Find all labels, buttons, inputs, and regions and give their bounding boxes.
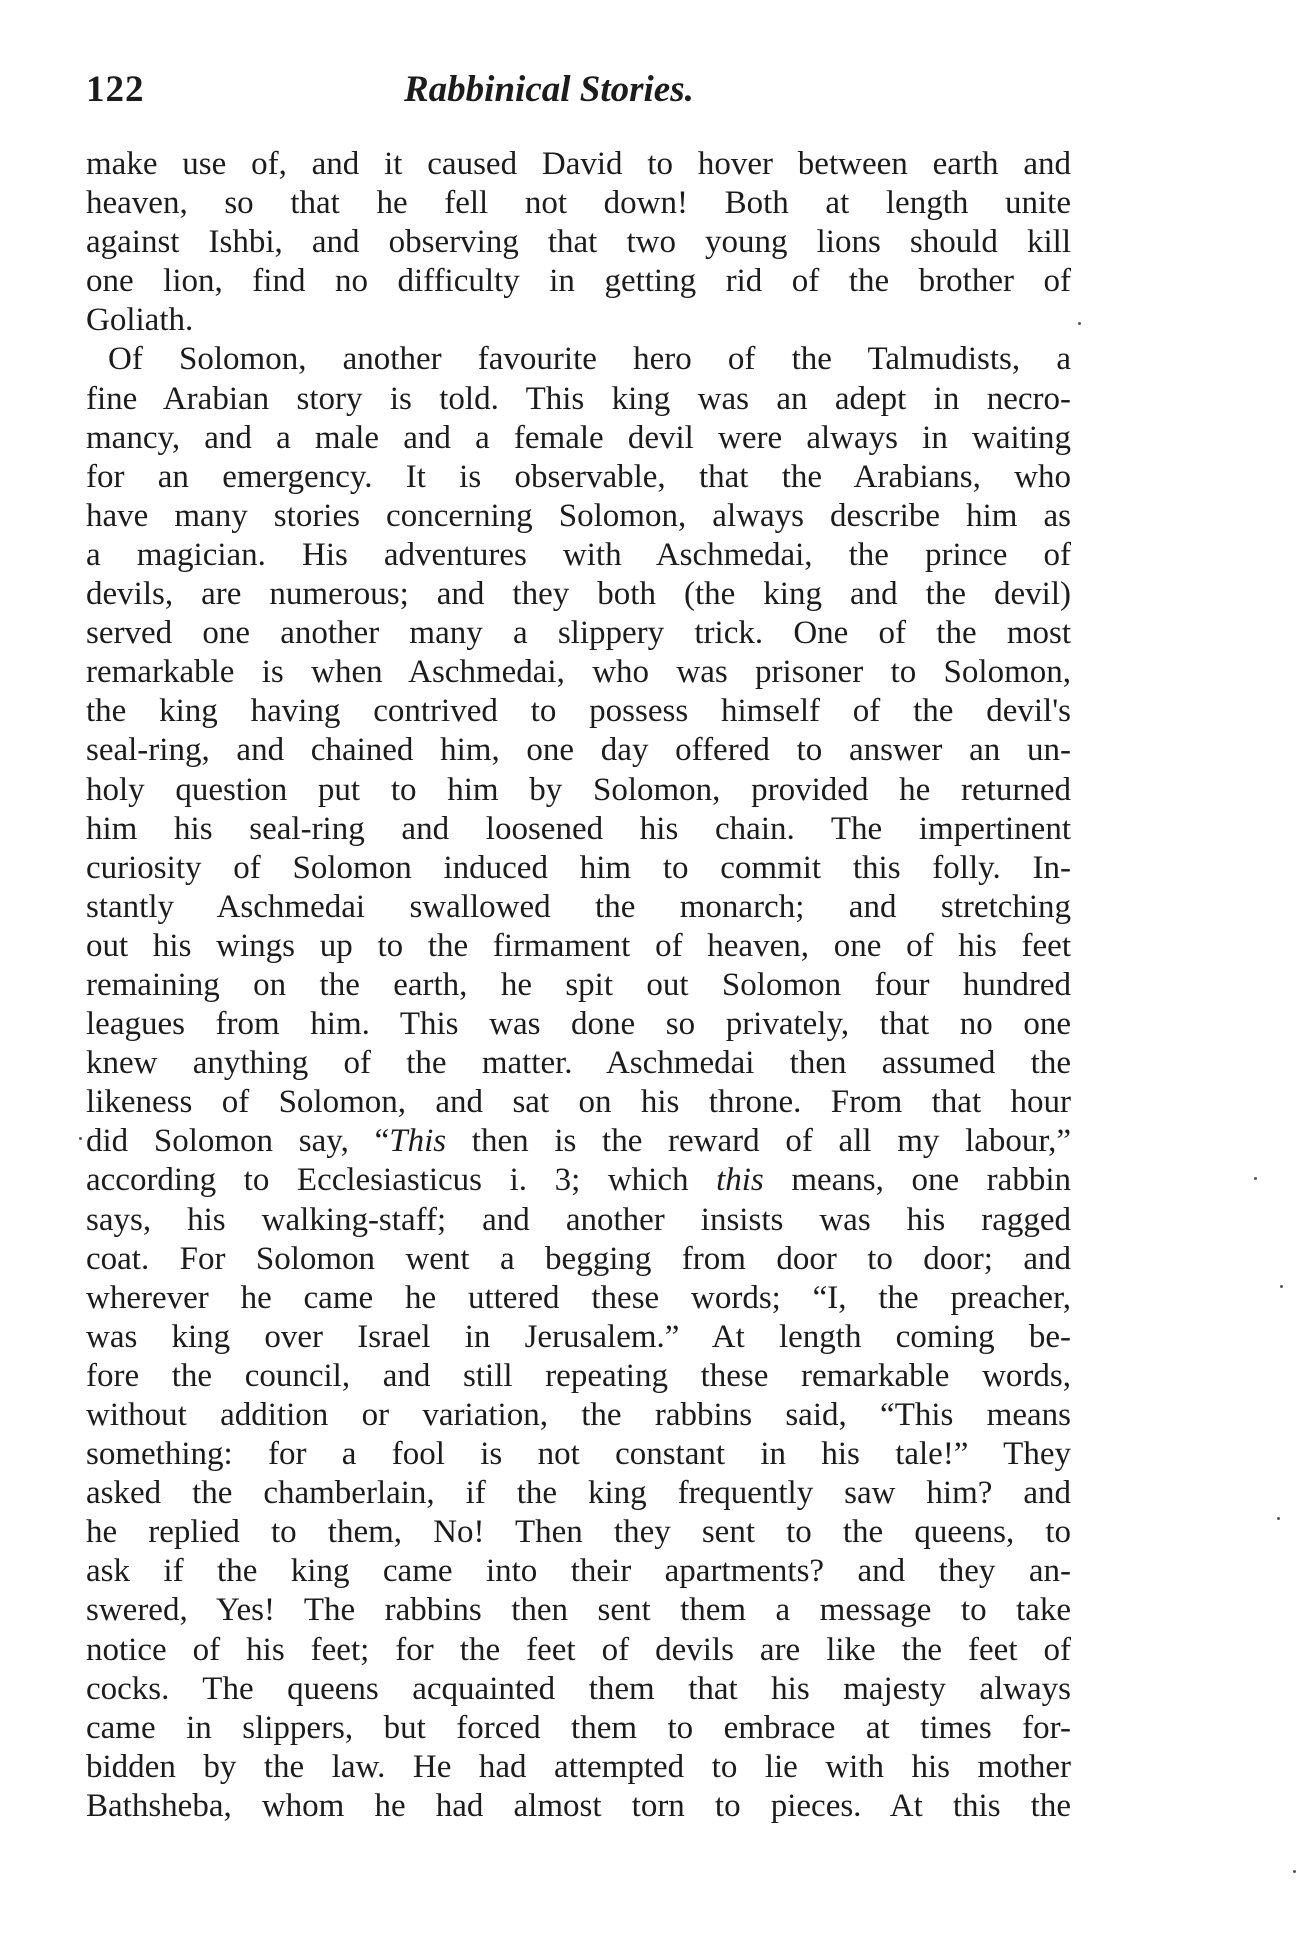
page-header — [86, 68, 1071, 118]
text-line: a magician. His adventures with Aschmedai, the prince of — [86, 536, 1071, 573]
text-line: fine Arabian story is told. This king was an adept in necro- — [86, 380, 1071, 417]
text-line: Goliath. — [86, 302, 194, 339]
text-segment: means, one rabbin — [763, 1162, 1071, 1199]
text-line: make use of, and it caused David to hover between earth and — [86, 146, 1071, 182]
text-line: holy question put to him by Solomon, provided he returned — [86, 771, 1071, 808]
running-title: Rabbinical Stories. — [404, 69, 694, 110]
text-line: coat. For Solomon went a begging from door to door; and — [86, 1240, 1071, 1277]
ink-speck — [1078, 322, 1081, 325]
text-line: served one another many a slippery trick. One of the most — [86, 615, 1071, 652]
ink-speck — [1277, 1517, 1280, 1520]
text-line-with-italic — [86, 1161, 1071, 1200]
text-line: knew anything of the matter. Aschmedai then assumed the — [86, 1045, 1071, 1082]
text-segment: according to Ecclesiasticus i. 3; which — [86, 1162, 717, 1199]
text-line: likeness of Solomon, and sat on his throne. From that hour — [86, 1084, 1071, 1121]
page-number: 122 — [86, 69, 145, 110]
text-line: cocks. The queens acquainted them that his majesty always — [86, 1670, 1071, 1707]
ink-speck — [1293, 1870, 1296, 1873]
text-segment: then is the reward of all my labour,” — [446, 1123, 1071, 1160]
text-line: remaining on the earth, he spit out Solomon four hundred — [86, 966, 1071, 1003]
ink-speck — [79, 1137, 82, 1140]
text-segment: did Solomon say, “ — [86, 1123, 390, 1160]
text-line: leagues from him. This was done so privately, that no one — [86, 1006, 1071, 1043]
text-line: came in slippers, but forced them to embrace at times for- — [86, 1709, 1071, 1746]
text-line: out his wings up to the firmament of heaven, one of his feet — [86, 927, 1071, 964]
body-text — [86, 145, 1071, 1826]
text-line: something: for a fool is not constant in his tale!” They — [86, 1436, 1071, 1473]
text-line: the king having contrived to possess himself of the devil's — [86, 693, 1071, 730]
text-line: notice of his feet; for the feet of devils are like the feet of — [86, 1631, 1071, 1668]
text-line: mancy, and a male and a female devil were always in waiting — [86, 419, 1071, 456]
paragraph-first-line: Of Solomon, another favourite hero of the Talmudists, a — [108, 341, 1071, 378]
ink-speck — [1280, 1285, 1283, 1288]
text-line: he replied to them, No! Then they sent to the queens, to — [86, 1514, 1071, 1551]
text-line: ask if the king came into their apartments? and they an- — [86, 1553, 1071, 1590]
text-line-with-italic — [86, 1122, 1071, 1161]
text-line: without addition or variation, the rabbins said, “This means — [86, 1397, 1071, 1433]
text-line: wherever he came he uttered these words; “I, the preacher, — [86, 1279, 1071, 1316]
text-line: one lion, find no difficulty in getting rid of the brother of — [86, 263, 1071, 300]
text-line: bidden by the law. He had attempted to lie with his mother — [86, 1748, 1071, 1785]
text-line: says, his walking-staff; and another insists was his ragged — [86, 1201, 1071, 1238]
text-line: against Ishbi, and observing that two young lions should kill — [86, 224, 1071, 261]
text-line: have many stories concerning Solomon, always describe him as — [86, 497, 1071, 534]
text-line: swered, Yes! The rabbins then sent them a message to take — [86, 1592, 1071, 1629]
italic-text: This — [389, 1123, 447, 1160]
text-line: seal-ring, and chained him, one day offered to answer an un- — [86, 732, 1071, 769]
text-line: was king over Israel in Jerusalem.” At length coming be- — [86, 1318, 1071, 1355]
text-line: fore the council, and still repeating these remarkable words, — [86, 1357, 1071, 1394]
text-line: stantly Aschmedai swallowed the monarch; and stretching — [86, 888, 1071, 925]
text-line: devils, are numerous; and they both (the king and the devil) — [86, 576, 1071, 613]
text-line: for an emergency. It is observable, that the Arabians, who — [86, 458, 1071, 495]
ink-speck — [1254, 1177, 1257, 1180]
italic-text: this — [716, 1162, 764, 1199]
text-line: Bathsheba, whom he had almost torn to pieces. At this the — [86, 1787, 1071, 1824]
text-line: heaven, so that he fell not down! Both at length unite — [86, 185, 1071, 222]
text-line: him his seal-ring and loosened his chain. The impertinent — [86, 810, 1071, 847]
text-line: curiosity of Solomon induced him to commit this folly. In- — [86, 849, 1071, 886]
text-line: remarkable is when Aschmedai, who was prisoner to Solomon, — [86, 654, 1071, 691]
text-line: asked the chamberlain, if the king frequently saw him? and — [86, 1475, 1071, 1512]
